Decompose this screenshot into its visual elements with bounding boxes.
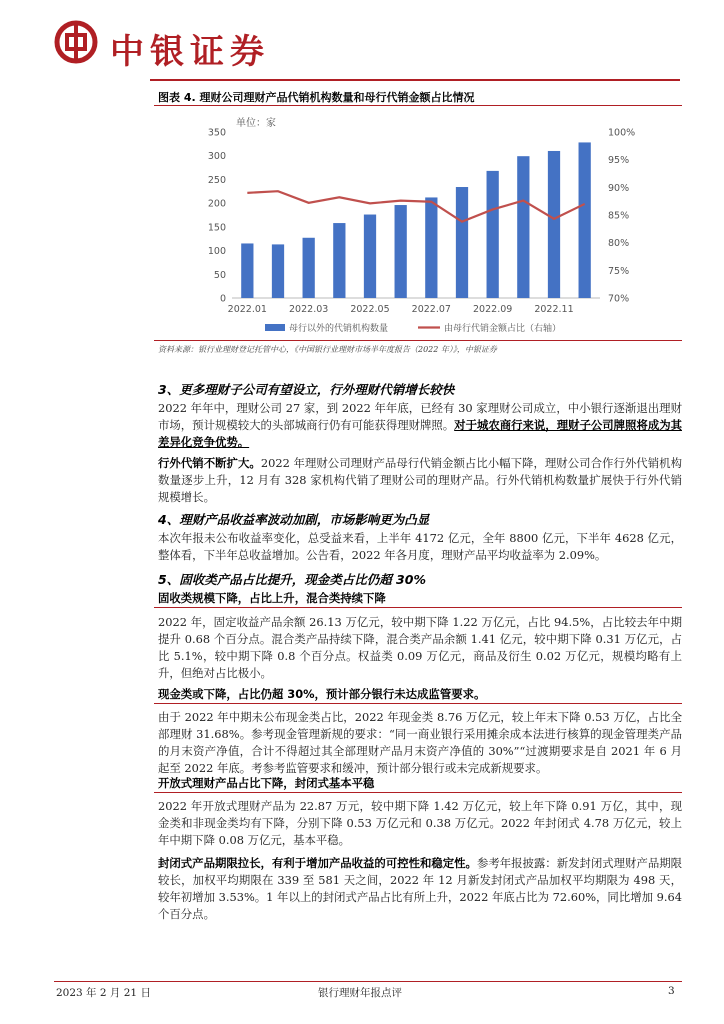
bar-2022.04 (333, 223, 345, 298)
x-axis-tick-label: 2022.01 (227, 304, 267, 315)
left-axis-tick-label: 50 (213, 269, 226, 281)
bank-of-china-logo-icon (54, 20, 98, 64)
left-axis-tick-label: 350 (207, 127, 226, 139)
dual-axis-chart (190, 112, 650, 342)
x-axis-tick-label: 2022.05 (350, 304, 390, 315)
section-5-heading: 5、固收类产品占比提升，现金类占比仍超 30% (158, 572, 426, 587)
left-axis-tick-label: 200 (207, 198, 226, 210)
page-header (0, 0, 724, 82)
x-axis-tick-label: 2022.09 (473, 304, 513, 315)
footer-date: 2023 年 2 月 21 日 (56, 987, 151, 999)
figure-top-divider (154, 105, 682, 106)
subsection-divider (154, 792, 682, 793)
bar-2022.12 (579, 142, 591, 298)
section-3-paragraph-2-lead: 行外代销不断扩大。 (158, 456, 261, 470)
footer-doc-title: 银行理财年报点评 (318, 987, 402, 999)
bar-2022.09 (487, 171, 499, 298)
unit-label: 单位：家 (236, 118, 276, 129)
closed-ended-lead: 封闭式产品期限拉长，有利于增加产品收益的可控性和稳定性。 (158, 856, 477, 870)
bar-2022.06 (395, 205, 407, 298)
right-axis-tick-label: 70% (608, 293, 630, 305)
bar-series (241, 142, 591, 298)
brand-name: 中银证券 (110, 32, 270, 72)
bar-2022.10 (517, 156, 529, 298)
right-axis (608, 128, 635, 305)
right-axis-tick-label: 100% (608, 127, 636, 139)
subsection-divider (154, 607, 682, 608)
bar-2022.03 (303, 238, 315, 298)
figure-source: 资料来源：银行业理财登记托管中心，《中国银行业理财市场半年度报告（2022 年）》，中银证券 (158, 345, 497, 354)
x-axis-tick-label: 2022.11 (534, 304, 574, 315)
figure-title: 图表 4. 理财公司理财产品代销机构数量和母行代销金额占比情况 (158, 91, 475, 104)
subsection-fixed-income-paragraph: 2022 年，固定收益产品余额 26.13 万亿元，较中期下降 1.22 万亿元，占比 94.5%，占比较去年中期提升 0.68 个百分点。混合类产品持续下降，混合类产品余额 1.41 亿元，较中期下降 0.31 万亿元，占比 5.1%，较中期下降 0.8 个百分点。权益类 0.09 万亿元，商品及衍生 0.02 万亿元，规模均略有上升，但绝对占比极小。 (158, 615, 682, 680)
left-axis-tick-label: 300 (207, 151, 226, 163)
section-3-heading: 3、更多理财子公司有望设立，行外理财代销增长较快 (158, 382, 455, 397)
left-axis-tick-label: 250 (207, 174, 226, 186)
subsection-open-ended-heading: 开放式理财产品占比下降，封闭式基本平稳 (158, 776, 375, 790)
left-axis (208, 128, 226, 305)
bar-2022.01 (241, 243, 253, 298)
bar-2022.11 (548, 151, 560, 298)
right-axis-tick-label: 90% (608, 182, 630, 194)
legend (265, 322, 561, 334)
x-axis-tick-label: 2022.07 (411, 304, 451, 315)
subsection-fixed-income-heading: 固收类规模下降，占比上升，混合类持续下降 (158, 591, 386, 605)
subsection-closed-ended-paragraph (158, 855, 682, 923)
bar-2022.02 (272, 244, 284, 298)
section-4-paragraph: 本次年报未公布收益率变化，总受益来看，上半年 4172 亿元，全年 8800 亿元，下半年 4628 亿元，整体看，下半年总收益增加。公告看，2022 年各月度，理财产品平均收益率为 2.09%。 (158, 531, 682, 562)
right-axis-tick-label: 85% (608, 210, 630, 222)
footer-divider (54, 981, 682, 982)
legend-line-label: 由母行代销金额占比（右轴） (444, 324, 562, 334)
left-axis-tick-label: 0 (219, 293, 226, 305)
left-axis-tick-label: 100 (207, 246, 226, 258)
x-axis (228, 304, 574, 315)
section-3-paragraph-1 (158, 400, 682, 451)
x-axis-tick-label: 2022.03 (289, 304, 329, 315)
section-3-paragraph-2-text: 2022 年理财公司理财产品母行代销金额占比小幅下降，理财公司合作行外代销机构数量逐步上升，12 月有 328 家机构代销了理财公司的理财产品。行外代销机构数量扩展快于行外代销规模增长。 (158, 456, 682, 504)
footer-page-number: 3 (668, 985, 675, 997)
section-3-paragraph-1-emphasis: 对于城农商行来说，理财子公司牌照将成为其差异化竞争优势。 (158, 418, 682, 449)
subsection-cash-paragraph: 由于 2022 年中期未公布现金类占比，2022 年现金类 8.76 万亿元，较上年末下降 0.53 万亿，占比全部理财 31.68%。参考现金管理新规的要求：“同一商业银行采用摊余成本法进行核算的现金管理类产品的月末资产净值，合计不得超过其全部理财产品月末资产净值的 30%”“过渡期要求是自 2021 年 6 月起至 2022 年底。考参考监管要求和缓冲，预计部分银行或未完成新规要求。 (158, 710, 682, 775)
line-series (247, 191, 584, 221)
header-divider (150, 79, 680, 81)
left-axis-tick-label: 150 (207, 222, 226, 234)
legend-bar-label: 母行以外的代销机构数量 (289, 324, 389, 334)
subsection-open-ended-paragraph: 2022 年开放式理财产品为 22.87 万元，较中期下降 1.42 万亿元，较上年下降 0.91 万亿，其中，现金类和非现金类均有下降，分别下降 0.53 万亿元和 0.38 万亿元。2022 年封闭式 4.78 万亿元，较上年中期下降 0.08 万亿元，基本平稳。 (158, 799, 682, 847)
section-4-heading: 4、理财产品收益率波动加剧，市场影响更为凸显 (158, 512, 430, 527)
figure-bottom-divider (154, 340, 682, 341)
bar-2022.08 (456, 187, 468, 298)
right-axis-tick-label: 95% (608, 155, 630, 167)
bar-2022.07 (425, 197, 437, 298)
right-axis-tick-label: 80% (608, 238, 630, 250)
subsection-cash-heading: 现金类或下降，占比仍超 30%，预计部分银行未达成监管要求。 (158, 687, 486, 701)
right-axis-tick-label: 75% (608, 265, 630, 277)
bar-2022.05 (364, 215, 376, 298)
closed-ended-text: 参考年报披露：新发封闭式理财产品期限较长，加权平均期限在 339 至 581 天之间，2022 年 12 月新发封闭式产品加权平均期限为 498 天，较年初增加 3.53%。1 年以上的封闭式产品占比有所上升，2022 年底占比为 72.60%，同比增加 9.64 个百分点。 (158, 856, 682, 921)
subsection-divider (154, 703, 682, 704)
section-3-paragraph-2 (158, 455, 682, 506)
section-3-paragraph-1-text: 2022 年年中，理财公司 27 家，到 2022 年年底，已经有 30 家理财公司成立，中小银行逐渐退出理财市场，预计规模较大的头部城商行仍有可能获得理财牌照。 (158, 401, 682, 432)
legend-bar-swatch (265, 324, 285, 331)
